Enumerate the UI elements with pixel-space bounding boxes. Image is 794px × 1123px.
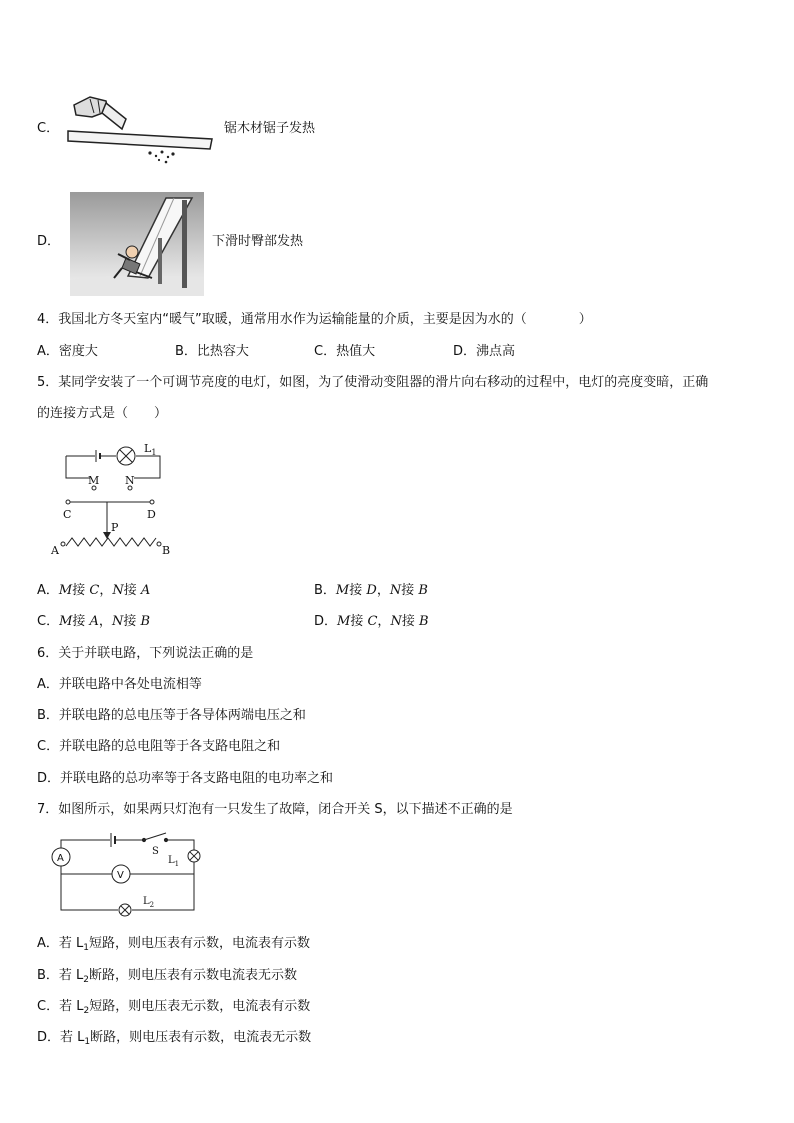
saw-illustration (68, 95, 218, 165)
q6-stem: 6．关于并联电路，下列说法正确的是 (37, 646, 254, 661)
q6-option-b: B．并联电路的总电压等于各导体两端电压之和 (37, 708, 306, 723)
l1-label: $L_1$ (168, 855, 180, 868)
switch-label: S (152, 846, 159, 857)
q4-option-d: D．沸点高 (453, 344, 516, 359)
q7-option-b: B．若 $L_2$断路，则电压表有示数电流表无示数 (37, 968, 298, 985)
q7-stem: 7．如图所示，如果两只灯泡有一只发生了故障，闭合开关 S，以下描述不正确的是 (37, 802, 513, 817)
q5-stem-line2: 的连接方式是（ ） (37, 406, 168, 421)
q3-option-c-text: 锯木材锯子发热 (224, 121, 316, 136)
q5-option-d: D．M接 C，N接 B (314, 614, 429, 629)
q3-option-c-letter: C． (37, 121, 60, 136)
terminal-n-label: N (125, 474, 135, 487)
q6-option-a: A．并联电路中各处电流相等 (37, 677, 202, 692)
q7-option-a: A．若 $L_1$短路，则电压表有示数，电流表有示数 (37, 936, 311, 953)
q6-option-d: D．并联电路的总功率等于各支路电阻的电功率之和 (37, 771, 334, 786)
voltmeter-label: V (117, 870, 124, 881)
q6-option-c: C．并联电路的总电阻等于各支路电阻之和 (37, 739, 281, 754)
q7-option-d: D．若 $L_1$断路，则电压表有示数，电流表无示数 (37, 1030, 312, 1047)
terminal-c-label: C (63, 508, 72, 521)
terminal-m-label: M (88, 474, 100, 487)
terminal-a-label: A (51, 544, 59, 557)
q5-stem-line1: 5．某同学安装了一个可调节亮度的电灯，如图，为了使滑动变阻器的滑片向右移动的过程中，电灯的亮度变暗，正确 (37, 375, 709, 390)
q3-option-d-text: 下滑时臀部发热 (212, 234, 304, 249)
q4-option-c: C．热值大 (314, 344, 376, 359)
lamp-label: $L_1$ (144, 442, 157, 457)
q5-circuit-diagram (50, 436, 190, 562)
q7-option-c: C．若 $L_2$短路，则电压表无示数，电流表有示数 (37, 999, 311, 1016)
q4-option-b: B．比热容大 (175, 344, 249, 359)
slider-p-label: P (111, 521, 119, 534)
l2-label: $L_2$ (143, 896, 155, 909)
q3-option-d-letter: D． (37, 234, 61, 249)
q5-option-b: B．M接 D，N接 B (314, 583, 428, 598)
q7-circuit-diagram (44, 830, 214, 918)
terminal-d-label: D (147, 508, 156, 521)
q5-option-c: C．M接 A，N接 B (37, 614, 151, 629)
q4-option-a: A．密度大 (37, 344, 98, 359)
terminal-b-label: B (162, 544, 171, 557)
q4-stem: 4．我国北方冬天室内“暖气”取暖，通常用水作为运输能量的介质，主要是因为水的（ ） (37, 312, 592, 327)
slide-illustration (70, 192, 204, 296)
ammeter-label: A (57, 853, 64, 864)
q5-option-a: A．M接 C，N接 A (37, 583, 151, 598)
